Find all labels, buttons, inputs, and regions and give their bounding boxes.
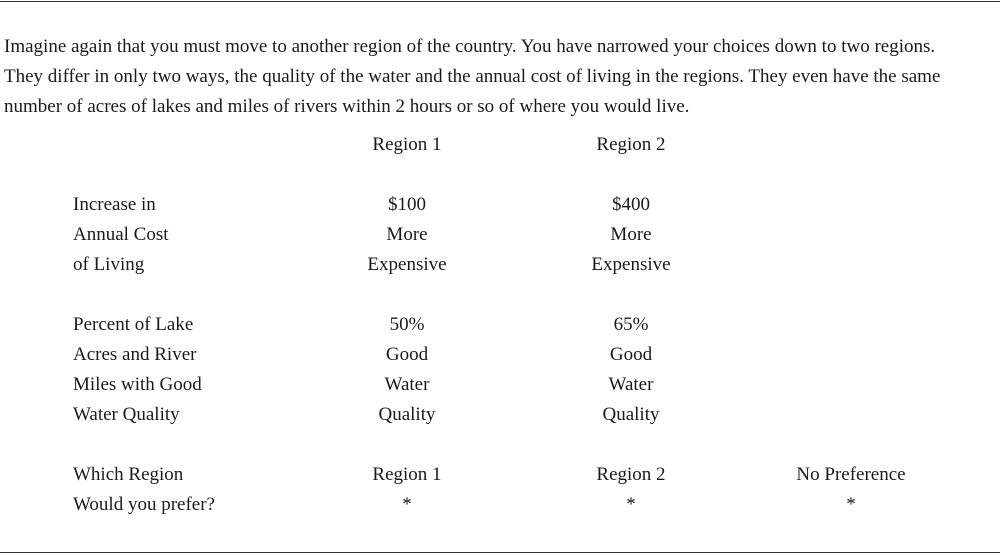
- water-label-line: Miles with Good: [73, 374, 202, 395]
- region2-water-line: Good: [609, 344, 653, 365]
- water-label-line: Acres and River: [73, 344, 197, 365]
- top-rule: [0, 1, 1000, 2]
- region1-cost-line: Expensive: [367, 254, 447, 275]
- cost-label-line: of Living: [73, 254, 145, 275]
- choice-question-line: Would you prefer?: [73, 494, 215, 515]
- bottom-rule: [0, 552, 1000, 553]
- cost-label-line: Increase in: [73, 194, 156, 215]
- choice-marker-region1[interactable]: *: [402, 494, 412, 515]
- intro-line: number of acres of lakes and miles of rivers within 2 hours or so of where you would live.: [4, 96, 690, 117]
- region1-water-line: Quality: [378, 404, 436, 425]
- region2-water-line: Quality: [602, 404, 660, 425]
- cost-label-line: Annual Cost: [73, 224, 169, 245]
- choice-option-region1[interactable]: Region 1: [372, 464, 442, 485]
- region1-water-value: 50%: [389, 314, 425, 335]
- region1-cost-line: More: [386, 224, 428, 245]
- choice-option-region2[interactable]: Region 2: [596, 464, 666, 485]
- region2-water-line: Water: [608, 374, 654, 395]
- intro-line: They differ in only two ways, the quality of the water and the annual cost of living in the regions. They even have the same: [4, 66, 941, 87]
- region2-cost-value: $400: [612, 194, 650, 215]
- region1-water-line: Water: [384, 374, 430, 395]
- intro-paragraph: [4, 32, 1000, 122]
- region2-header: Region 2: [596, 134, 666, 155]
- region2-cost-line: Expensive: [591, 254, 671, 275]
- region1-water-line: Good: [385, 344, 429, 365]
- intro-line: Imagine again that you must move to another region of the country. You have narrowed your choices down to two regions.: [4, 36, 936, 57]
- region2-cost-line: More: [610, 224, 652, 245]
- choice-marker-region2[interactable]: *: [626, 494, 636, 515]
- region2-water-value: 65%: [613, 314, 649, 335]
- choice-question-line: Which Region: [73, 464, 184, 485]
- choice-option-no-preference[interactable]: No Preference: [796, 464, 906, 485]
- water-label-line: Water Quality: [73, 404, 180, 425]
- region1-header: Region 1: [372, 134, 442, 155]
- region1-cost-value: $100: [388, 194, 426, 215]
- choice-marker-no-preference[interactable]: *: [846, 494, 856, 515]
- water-label-line: Percent of Lake: [73, 314, 194, 335]
